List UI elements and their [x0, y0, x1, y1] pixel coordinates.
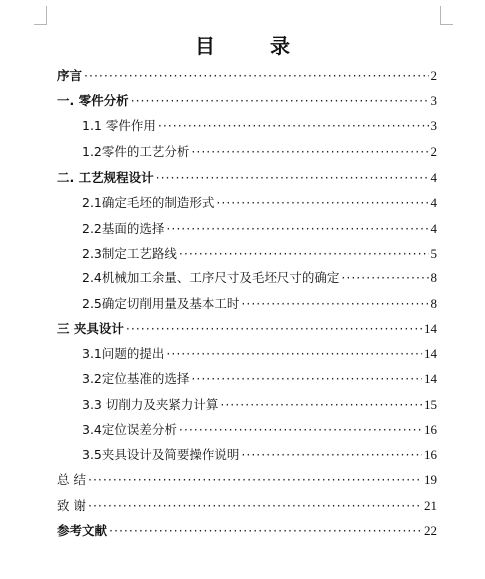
toc-entry[interactable] [57, 521, 437, 541]
toc-entry[interactable] [57, 91, 437, 111]
toc-dot-leader [191, 142, 428, 162]
toc-dot-leader [341, 268, 428, 288]
toc-entry-page-number: 8 [430, 270, 437, 285]
toc-entry[interactable] [82, 294, 437, 314]
toc-entry[interactable] [82, 445, 437, 465]
toc-entry-page-number: 4 [430, 170, 437, 185]
toc-entry-label: 3.1问题的提出 [82, 346, 165, 361]
toc-entry-page-number: 22 [424, 523, 437, 538]
toc-entry-page-number: 14 [424, 371, 437, 386]
toc-entry-page-number: 14 [424, 321, 437, 336]
toc-entry-page-number: 2 [430, 144, 437, 159]
toc-entry[interactable] [82, 193, 437, 213]
toc-dot-leader [179, 244, 429, 264]
toc-entry[interactable] [82, 244, 437, 264]
toc-entry-page-number: 16 [424, 447, 437, 462]
toc-entry-label: 序言 [57, 68, 83, 83]
toc-entry-label: 2.3制定工艺路线 [82, 246, 177, 261]
toc-entry-label: 总 结 [57, 472, 86, 487]
toc-dot-leader [179, 420, 422, 440]
toc-dot-leader [131, 91, 429, 111]
toc-entry-label: 致 谢 [57, 498, 86, 513]
toc-entry-label: 三 夹具设计 [57, 321, 124, 336]
toc-entry[interactable] [82, 142, 437, 162]
toc-dot-leader [166, 344, 422, 364]
toc-entry-label: 2.2基面的选择 [82, 221, 165, 236]
toc-entry-page-number: 14 [424, 346, 437, 361]
toc-dot-leader [88, 496, 422, 516]
toc-entry[interactable] [82, 395, 437, 415]
toc-dot-leader [191, 369, 422, 389]
toc-entry[interactable] [57, 470, 437, 490]
toc-entry-label: 1.1 零件作用 [82, 118, 156, 133]
toc-entry[interactable] [82, 268, 437, 288]
toc-dot-leader [216, 193, 428, 213]
toc-entry[interactable] [82, 116, 437, 136]
toc-entry-page-number: 16 [424, 422, 437, 437]
toc-dot-leader [241, 445, 422, 465]
toc-entry[interactable] [82, 219, 437, 239]
toc-entry-page-number: 3 [430, 93, 437, 108]
toc-entry[interactable] [57, 168, 437, 188]
toc-entry-label: 2.4机械加工余量、工序尺寸及毛坯尺寸的确定 [82, 270, 340, 285]
toc-entry-page-number: 21 [424, 498, 437, 513]
toc-entry-label: 二. 工艺规程设计 [57, 170, 154, 185]
toc-entry-label: 2.5确定切削用量及基本工时 [82, 296, 240, 311]
toc-entry[interactable] [57, 496, 437, 516]
toc-dot-leader [166, 219, 428, 239]
toc-dot-leader [126, 319, 422, 339]
toc-entry-page-number: 15 [424, 397, 437, 412]
toc-entry-page-number: 19 [424, 472, 437, 487]
toc-entry-label: 3.3 切削力及夹紧力计算 [82, 397, 219, 412]
toc-entry-page-number: 2 [430, 68, 437, 83]
toc-dot-leader [109, 521, 422, 541]
toc-entry-page-number: 4 [430, 195, 437, 210]
toc-entry-page-number: 4 [430, 221, 437, 236]
toc-entry-label: 参考文献 [57, 523, 108, 538]
toc-entry-label: 一. 零件分析 [57, 93, 129, 108]
toc-entry[interactable] [82, 369, 437, 389]
toc-dot-leader [88, 470, 422, 490]
toc-dot-leader [156, 168, 429, 188]
toc-dot-leader [158, 116, 429, 136]
toc-entry-label: 3.4定位误差分析 [82, 422, 177, 437]
toc-dot-leader [220, 395, 422, 415]
toc-entry[interactable] [82, 420, 437, 440]
toc-entry[interactable] [57, 66, 437, 86]
toc-entry-page-number: 8 [430, 296, 437, 311]
toc-entry-page-number: 5 [430, 246, 437, 261]
toc-entry[interactable] [57, 319, 437, 339]
toc-entry-label: 2.1确定毛坯的制造形式 [82, 195, 215, 210]
toc-entry-label: 3.5夹具设计及简要操作说明 [82, 447, 240, 462]
crop-mark-left [34, 6, 47, 25]
toc-entry[interactable] [82, 344, 437, 364]
toc-dot-leader [84, 66, 428, 86]
toc-title: 目 录 [195, 34, 314, 58]
toc-entry-page-number: 3 [430, 118, 437, 133]
crop-mark-right [440, 6, 453, 25]
toc-dot-leader [241, 294, 428, 314]
toc-entry-label: 1.2零件的工艺分析 [82, 144, 190, 159]
toc-entry-label: 3.2定位基准的选择 [82, 371, 190, 386]
